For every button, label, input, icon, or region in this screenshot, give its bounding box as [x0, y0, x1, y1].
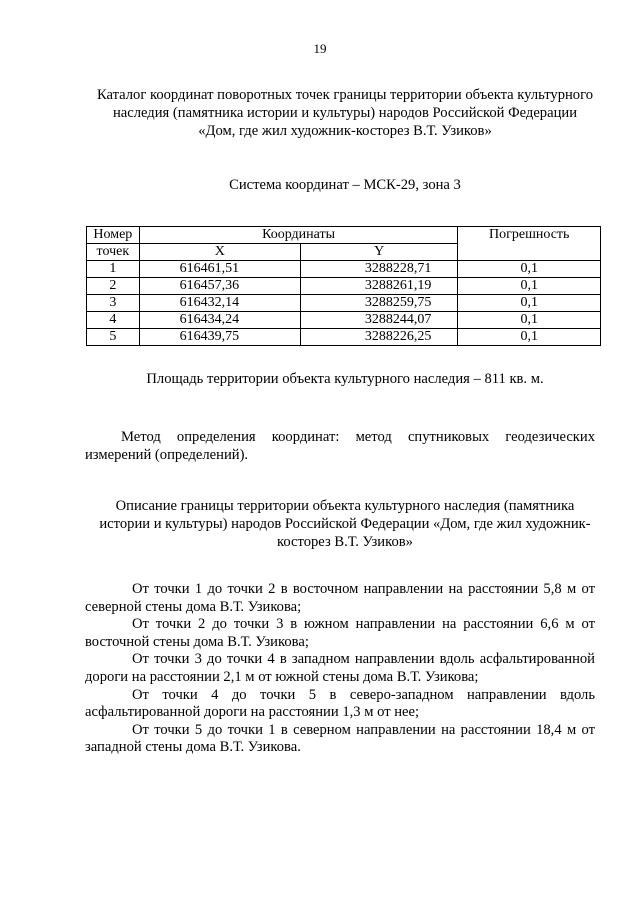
boundary-segments — [85, 581, 595, 757]
y-cell: 3288228,71 — [300, 261, 458, 278]
error-cell: 0,1 — [458, 261, 601, 278]
point-cell: 4 — [87, 312, 140, 329]
header-point-number: Номер — [87, 227, 140, 244]
table-row — [87, 312, 601, 329]
x-cell: 616461,51 — [139, 261, 300, 278]
x-cell: 616439,75 — [139, 329, 300, 346]
table-row — [87, 329, 601, 346]
segment-paragraph: От точки 5 до точки 1 в северном направлении на расстоянии 18,4 м от западной стены дома В.Т. Узикова. — [85, 721, 595, 756]
x-cell: 616457,36 — [139, 278, 300, 295]
error-cell: 0,1 — [458, 278, 601, 295]
segment-paragraph: От точки 4 до точки 5 в северо-западном направлении вдоль асфальтированной дороги на расстоянии 1,3 м от нее; — [85, 686, 595, 721]
header-point-number-cont: точек — [87, 244, 140, 261]
y-cell: 3288261,19 — [300, 278, 458, 295]
table-row — [87, 261, 601, 278]
point-cell: 5 — [87, 329, 140, 346]
area-text: Площадь территории объекта культурного наследия – 811 кв. м. — [146, 371, 544, 387]
description-title: Описание границы территории объекта культурного наследия (памятника истории и культуры) народов Российской Федерации «Дом, где жил художник-косторез В.Т. Узиков» — [99, 498, 591, 550]
header-error: Погрешность — [458, 227, 601, 261]
segment-paragraph: От точки 2 до точки 3 в южном направлении на расстоянии 6,6 м от восточной стены дома В.Т. Узикова; — [85, 616, 595, 650]
error-cell: 0,1 — [458, 329, 601, 346]
page-number: 19 — [313, 41, 327, 56]
header-y: Y — [300, 244, 458, 261]
segment-paragraph: От точки 1 до точки 2 в восточном направлении на расстоянии 5,8 м от северной стены дома В.Т. Узикова; — [85, 581, 595, 615]
error-cell: 0,1 — [458, 295, 601, 312]
table-header-row — [87, 227, 601, 244]
y-cell: 3288226,25 — [300, 329, 458, 346]
y-cell: 3288259,75 — [300, 295, 458, 312]
point-cell: 1 — [87, 261, 140, 278]
segment-paragraph: От точки 3 до точки 4 в западном направлении вдоль асфальтированной дороги на расстоянии 2,1 м от южной стены дома В.Т. Узикова; — [85, 651, 595, 685]
y-cell: 3288244,07 — [300, 312, 458, 329]
table-row — [87, 295, 601, 312]
header-coordinates: Координаты — [139, 227, 458, 244]
catalog-title: Каталог координат поворотных точек границы территории объекта культурного наследия (памятника истории и культуры) народов Российской Федерации «Дом, где жил художник-косторез В.Т. Узиков» — [96, 87, 594, 139]
error-cell: 0,1 — [458, 312, 601, 329]
x-cell: 616432,14 — [139, 295, 300, 312]
header-x: X — [139, 244, 300, 261]
coordinate-system: Система координат – МСК-29, зона 3 — [229, 177, 461, 193]
table-row — [87, 278, 601, 295]
coordinates-table — [86, 226, 601, 346]
method-text: Метод определения координат: метод спутниковых геодезических измерений (определений). — [85, 429, 595, 463]
x-cell: 616434,24 — [139, 312, 300, 329]
point-cell: 3 — [87, 295, 140, 312]
point-cell: 2 — [87, 278, 140, 295]
